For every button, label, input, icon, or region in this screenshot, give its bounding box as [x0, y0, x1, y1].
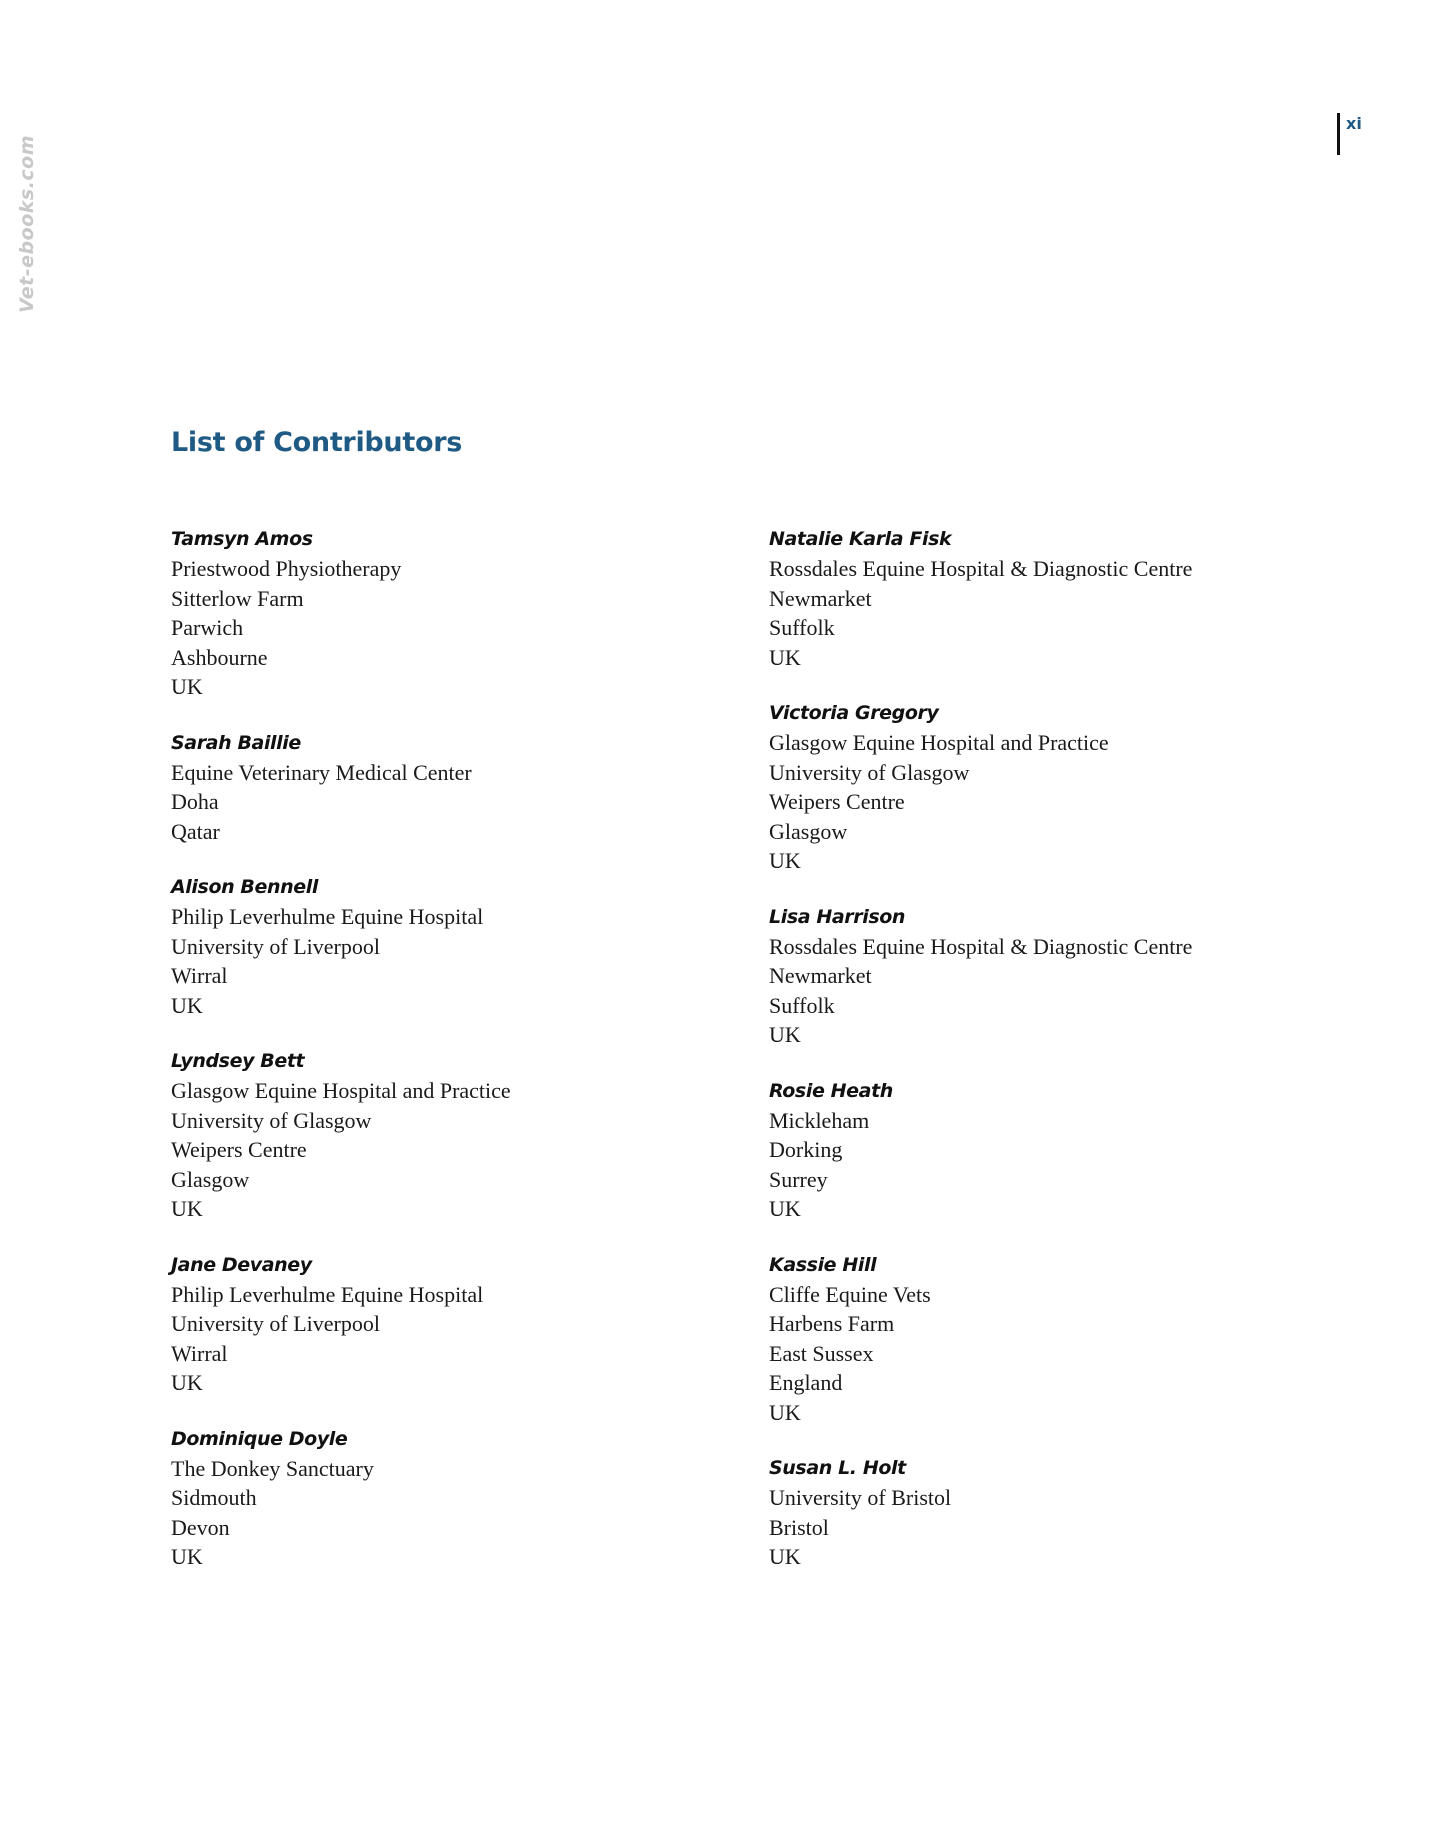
affiliation-line: Rossdales Equine Hospital & Diagnostic Centre	[769, 556, 1193, 581]
contributor-name: Kassie Hill	[769, 1253, 877, 1276]
affiliation-line: UK	[769, 1544, 801, 1569]
affiliation-line: University of Bristol	[769, 1485, 952, 1510]
affiliation-line: UK	[769, 1196, 801, 1221]
affiliation-line: Mickleham	[769, 1107, 870, 1133]
contributor-name: Rosie Heath	[769, 1079, 893, 1102]
affiliation-line: Weipers Centre	[171, 1137, 307, 1162]
affiliation-line: East Sussex	[769, 1340, 874, 1366]
watermark-text: Vet-ebooks.com	[16, 134, 39, 314]
affiliation-line: Rossdales Equine Hospital & Diagnostic Centre	[769, 933, 1193, 959]
affiliation-line: Surrey	[769, 1166, 828, 1192]
contributor-entry	[171, 872, 731, 1020]
affiliation-line: Philip Leverhulme Equine Hospital	[171, 904, 484, 929]
contributor-name: Natalie Karla Fisk	[769, 528, 952, 550]
affiliation-line: Suffolk	[769, 992, 835, 1018]
affiliation-line: Glasgow Equine Hospital and Practice	[171, 1078, 511, 1103]
affiliation-line: Priestwood Physiotherapy	[171, 556, 402, 581]
contributor-name: Sarah Baillie	[171, 731, 301, 754]
affiliation-line: UK	[769, 644, 801, 670]
affiliation-line: UK	[171, 992, 203, 1018]
contributor-name: Lisa Harrison	[769, 905, 906, 928]
contributor-name: Jane Devaney	[171, 1253, 312, 1276]
affiliation-line: Dorking	[769, 1137, 843, 1162]
affiliation-line: Sitterlow Farm	[171, 585, 304, 611]
affiliation-line: England	[769, 1370, 843, 1395]
contributor-entry	[171, 1046, 731, 1224]
affiliation-line: Wirral	[171, 963, 228, 988]
page-title: List of Contributors	[171, 427, 462, 458]
contributor-name: Victoria Gregory	[769, 702, 939, 724]
affiliation-line: Weipers Centre	[769, 789, 905, 814]
contributor-entry	[171, 1250, 731, 1398]
affiliation-line: Ashbourne	[171, 644, 268, 670]
watermark-logo	[14, 134, 40, 314]
contributor-name: Lyndsey Bett	[171, 1050, 305, 1072]
affiliation-line: UK	[769, 1399, 801, 1425]
affiliation-line: University of Glasgow	[769, 759, 970, 785]
affiliation-line: Bristol	[769, 1514, 829, 1540]
affiliation-line: Suffolk	[769, 615, 835, 640]
contributor-name: Dominique Doyle	[171, 1427, 348, 1450]
affiliation-line: University of Glasgow	[171, 1107, 372, 1133]
affiliation-line: UK	[171, 674, 203, 699]
affiliation-line: Qatar	[171, 818, 220, 844]
affiliation-line: UK	[769, 1022, 801, 1047]
affiliation-line: Devon	[171, 1514, 230, 1540]
page-number: xi	[1346, 114, 1362, 133]
affiliation-line: Doha	[171, 789, 219, 814]
affiliation-line: University of Liverpool	[171, 933, 380, 959]
contributor-name: Tamsyn Amos	[171, 528, 313, 550]
affiliation-line: Glasgow	[769, 818, 848, 844]
contributor-entry	[171, 728, 731, 847]
contributor-entry	[769, 902, 1329, 1050]
affiliation-line: Parwich	[171, 615, 244, 640]
affiliation-line: Philip Leverhulme Equine Hospital	[171, 1281, 484, 1307]
contributor-entry	[769, 1250, 1329, 1428]
affiliation-line: Cliffe Equine Vets	[769, 1281, 931, 1307]
contributors-column-right	[769, 524, 1329, 1598]
affiliation-line: UK	[171, 1370, 203, 1395]
contributor-entry	[171, 1424, 731, 1572]
affiliation-line: Harbens Farm	[769, 1311, 895, 1336]
contributor-entry	[769, 1453, 1329, 1572]
affiliation-line: University of Liverpool	[171, 1311, 380, 1336]
page-number-rule	[1337, 113, 1340, 155]
contributors-column-left	[171, 524, 731, 1598]
affiliation-line: Equine Veterinary Medical Center	[171, 759, 472, 785]
affiliation-line: UK	[769, 848, 801, 873]
affiliation-line: UK	[171, 1544, 203, 1569]
contributor-entry	[769, 524, 1329, 672]
affiliation-line: The Donkey Sanctuary	[171, 1455, 374, 1481]
affiliation-line: UK	[171, 1196, 203, 1221]
affiliation-line: Glasgow	[171, 1166, 250, 1192]
affiliation-line: Sidmouth	[171, 1485, 257, 1510]
contributor-name: Alison Bennell	[171, 876, 318, 898]
contributor-name: Susan L. Holt	[769, 1457, 906, 1479]
affiliation-line: Wirral	[171, 1340, 228, 1366]
contributor-entry	[769, 1076, 1329, 1224]
affiliation-line: Newmarket	[769, 585, 872, 611]
affiliation-line: Newmarket	[769, 963, 872, 988]
contributor-entry	[171, 524, 731, 702]
affiliation-line: Glasgow Equine Hospital and Practice	[769, 730, 1109, 755]
contributor-entry	[769, 698, 1329, 876]
